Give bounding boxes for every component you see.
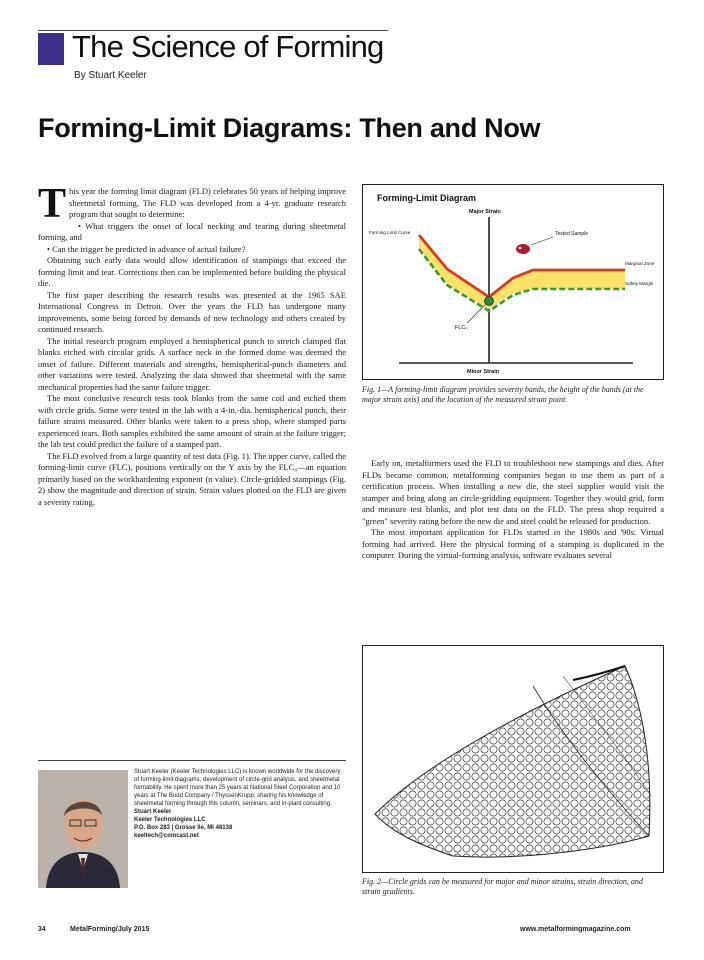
paragraph: The initial research program employed a hemispherical punch to stretch clamped flat blanks etched with circular grids. A surface neck in the formed dome was deemed the onset of failure. Different materials and strengths, hemispherical-punch diameters and other variations were tested. Analyzing the data showed that sheetmetal with the same mechanical properties had the same failure trigger.: [38, 335, 346, 392]
author-photo: [38, 770, 128, 888]
paragraph: The FLD evolved from a large quantity of test data (Fig. 1). The upper curve, called the forming-limit curve (FLC), positions vertically on the Y axis by the FLC₀—an equation primarily based on the workhardening exponent (n value). Circle-gridded stampings (Fig. 2) show the magnitude and direction of strain. Strain values plotted on the FLD are given a severity rating.: [38, 450, 346, 507]
bio-contact-address: P.O. Box 283 | Grosse Ile, MI 48138: [134, 825, 233, 831]
article-body-right: [362, 458, 664, 562]
paragraph: his year the forming limit diagram (FLD) celebrates 50 years of helping improve sheetmetal forming. The FLD was developed from a 4-yr. graduate research program that sought to determine:: [69, 186, 346, 219]
flc-label: Forming Limit Curve: [369, 230, 411, 235]
minor-strain-label: Minor Strain: [467, 369, 500, 375]
marginal-zone-label: Marginal Zone: [625, 261, 655, 266]
section-title: The Science of Forming: [72, 29, 384, 64]
tested-sample-marker-highlight: [518, 247, 521, 249]
tested-sample-marker: [516, 244, 530, 254]
page-number: 34: [38, 926, 46, 933]
stamped-part-mesh: [375, 666, 650, 857]
article-headline: Forming-Limit Diagrams: Then and Now: [38, 113, 541, 143]
paragraph: The most important application for FLDs started in the 1980s and '90s: Virtual forming had arrived. Here the physical forming of a stamping is duplicated in the computer. During the virtual-forming analysis, software evaluates several: [362, 527, 664, 560]
bio-contact-company: Keeler Technologies LLC: [134, 817, 206, 823]
magazine-url: www.metalformingmagazine.com: [520, 926, 631, 933]
bio-contact-email: keeltech@comcast.net: [134, 833, 199, 839]
bullet-item: • Can the trigger be predicted in advance of actual failure?: [47, 243, 246, 254]
flc0-label: FLC₀: [455, 325, 468, 331]
figure-2-caption: Fig. 2—Circle grids can be measured for major and minor strains, strain direction, and strain gradients.: [362, 877, 643, 896]
tested-sample-label: Tested Sample: [555, 231, 589, 237]
magazine-issue: MetalForming/July 2015: [70, 926, 150, 933]
paragraph: Obtaining such early data would allow identification of stampings that exceed the forming limit and tear. Corrections then can be implemented before building the physical die.: [38, 255, 346, 288]
measured-strain-point: [485, 297, 494, 306]
byline: By Stuart Keeler: [74, 70, 147, 81]
paragraph: The most conclusive research tests took blanks from the same coil and etched them with circle grids. Some were tested in the lab with a 4-in.-dia. hemispherical punch, their failure strains measured. Other blanks were taken to a press shop, where stamped parts experienced tears. Both samples exhibited the same amount of strain at the failure trigger; the lab test could predict the failure of a stamped part.: [38, 393, 346, 449]
leader-line: [531, 237, 553, 245]
leader-line: [467, 305, 485, 323]
figure-1-title: Forming-Limit Diagram: [377, 193, 477, 203]
author-bio: [134, 768, 346, 840]
bullet-item: • What triggers the onset of local necking and tearing during sheetmetal forming, and: [38, 220, 346, 242]
paragraph: The first paper describing the research results was presented at the 1965 SAE International Congress in Detroit. Over the years the FLD has undergone many improvements, some being forced by demands of new technology and others created by continued research.: [38, 289, 346, 334]
bio-paragraph: Stuart Keeler (Keeler Technologies LLC) is known worldwide for the discovery of forming-limit diagrams, development of circle-grid analysis, and sheetmetal formability. He spent more than 25 years at National Steel Corporation and 10 years at The Budd Company / ThyssenKrupp, sharing his knowledge of sheetmetal forming through this column, seminars, and in-plant consulting.: [134, 769, 341, 807]
safety-margin-label: Safety Margin: [625, 281, 654, 286]
figure-1-caption: Fig. 1—A forming-limit diagram provides severity bands, the height of the bands (at the major strain axis) and the location of the measured strain point.: [362, 385, 644, 404]
bio-contact-name: Stuart Keeler: [134, 809, 172, 815]
figure-1-forming-limit-diagram: [362, 184, 664, 380]
section-color-block: [38, 33, 64, 65]
figure-2-circle-grid-stamping: [362, 645, 664, 873]
bio-rule: [38, 760, 346, 761]
drop-cap: T: [38, 181, 67, 227]
article-body-left: [38, 181, 346, 508]
paragraph: Early on, metalformers used the FLD to troubleshoot new stampings and dies. After FLDs became common, metalforming companies began to use them as part of a certification process. When installing a new die, the steel supplier would visit the stamper and bring along an circle-gridding equipment. Together they would grid, form and measure test blanks, and plot test data on the FLD. The press shop required a "green" severity rating before the new die and steel could be released for production.: [362, 458, 664, 526]
major-strain-label: Major Strain: [469, 209, 501, 215]
